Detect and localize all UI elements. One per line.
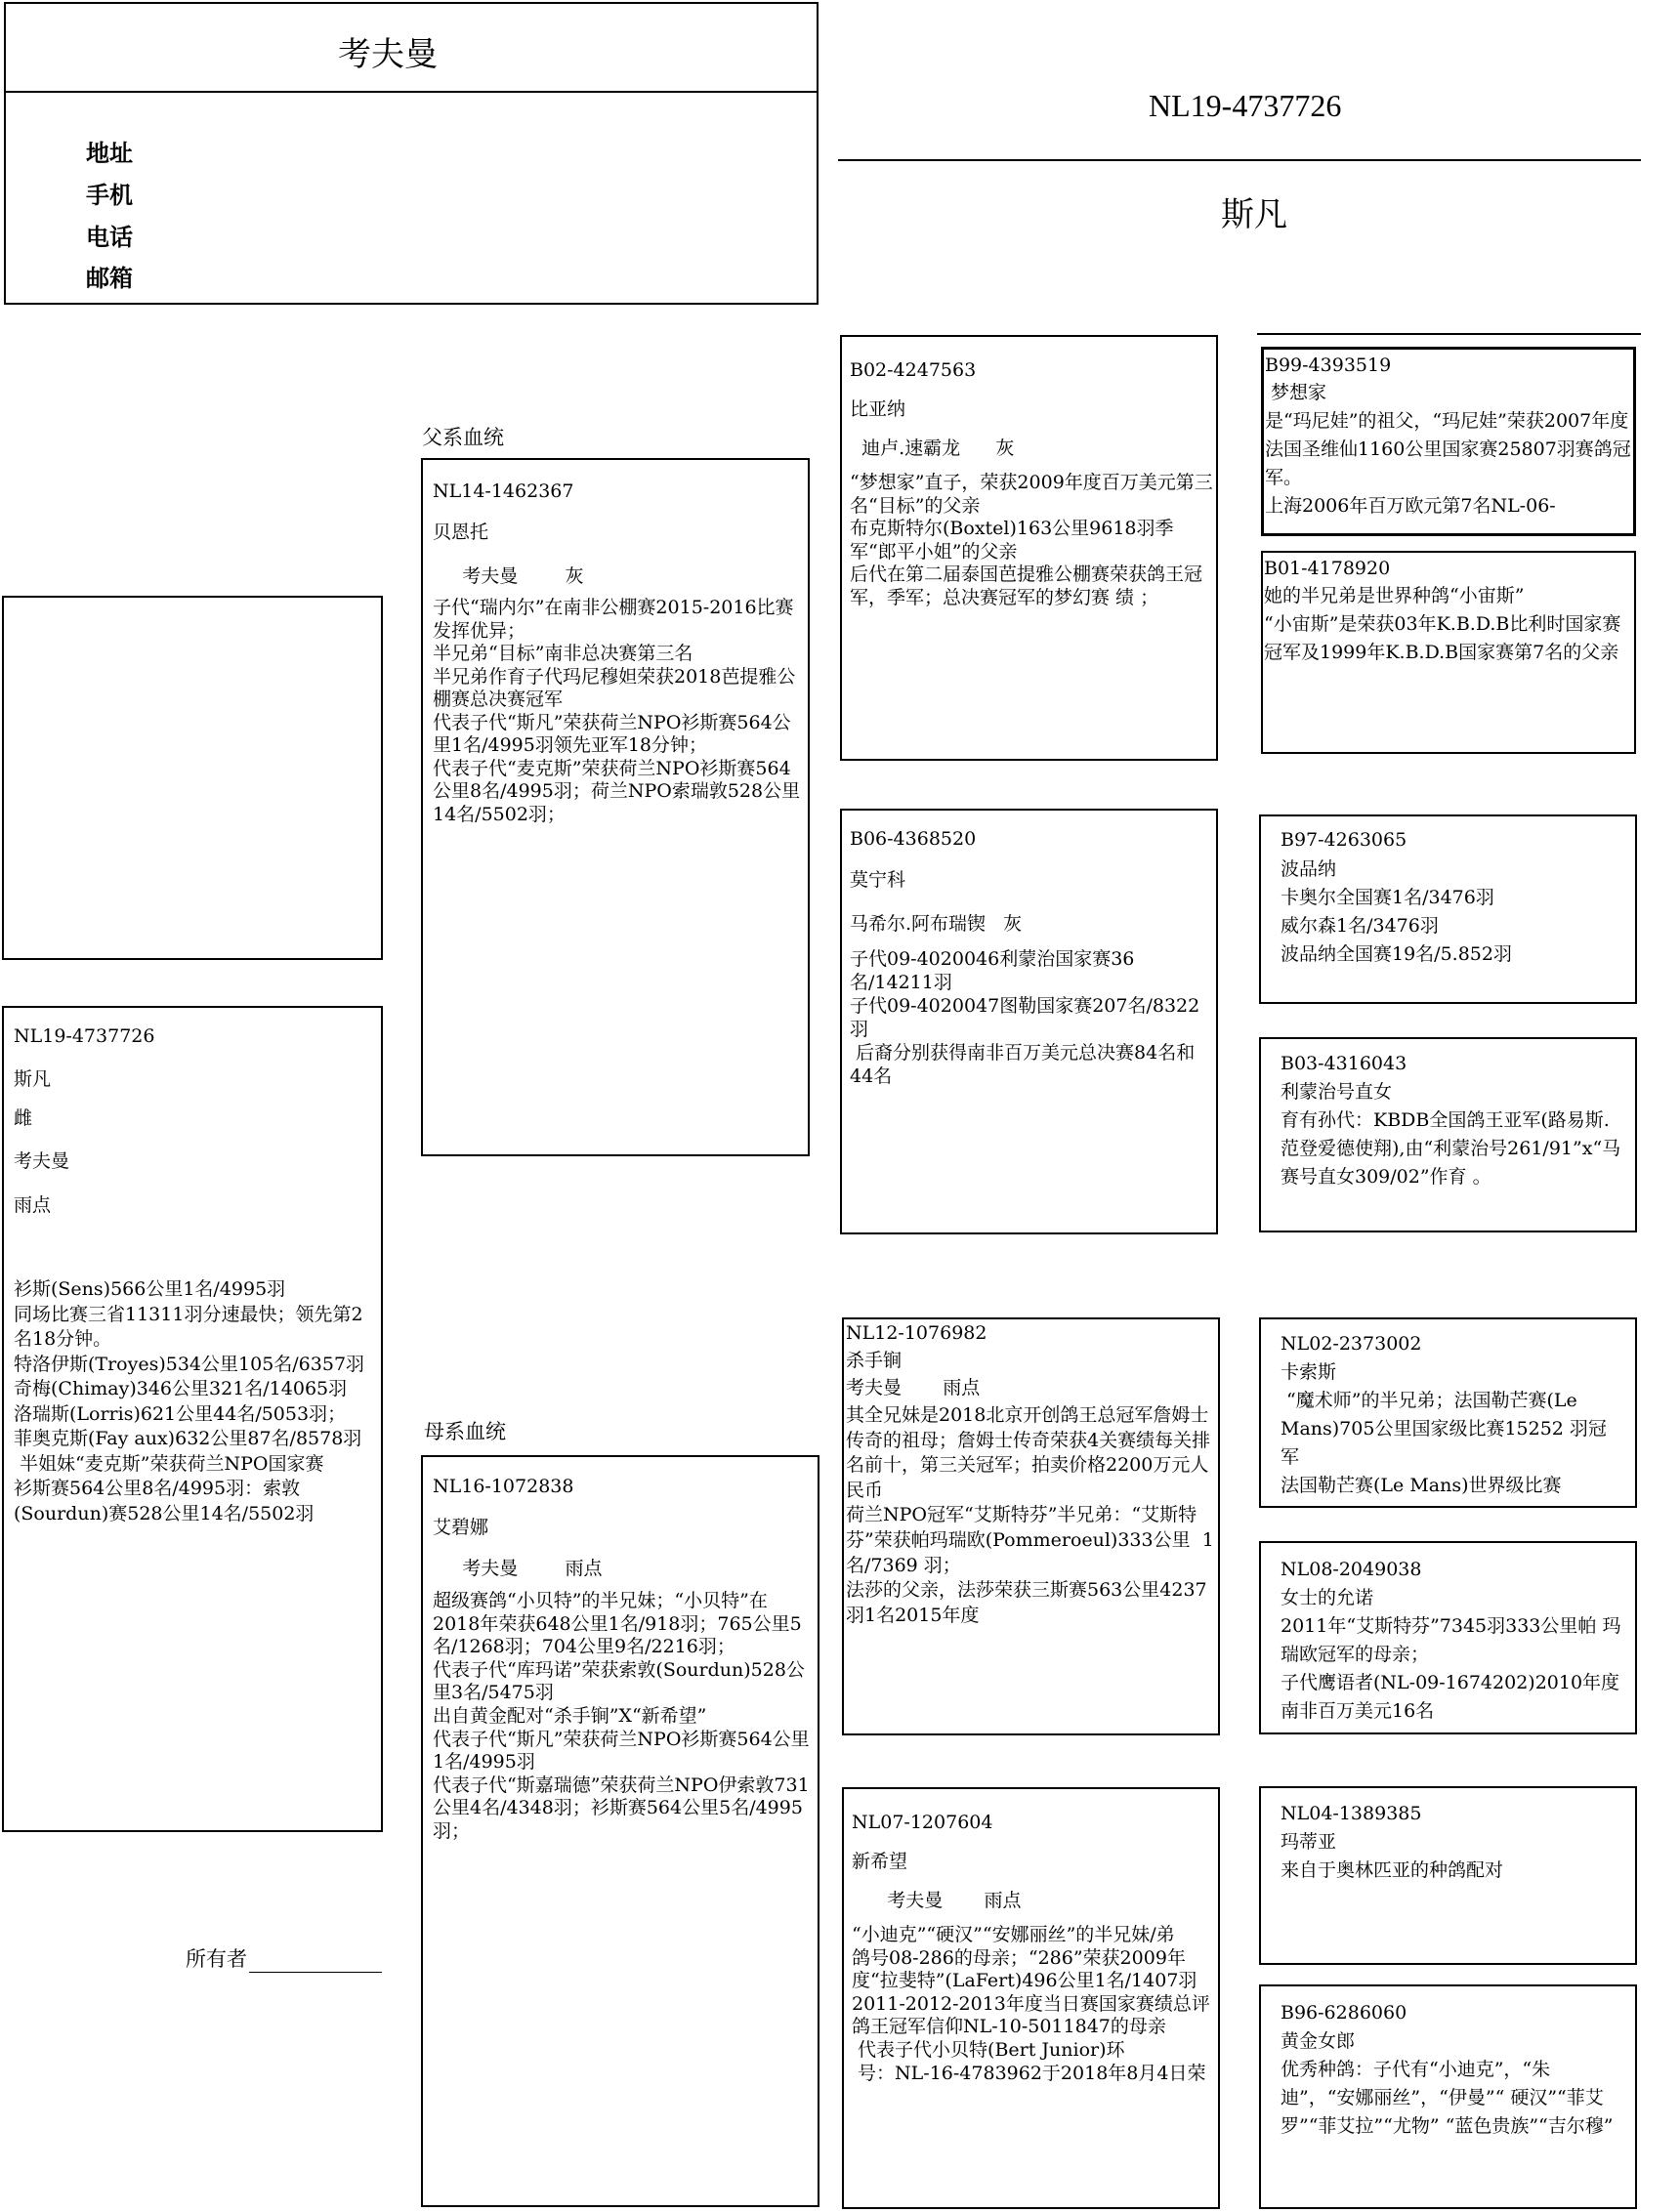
sire-sire-card [840, 335, 1218, 761]
dam-dam-ring: NL07-1207604 [852, 1812, 993, 1833]
owner-signature-line [249, 1950, 382, 1973]
owner-label-text: 所有者 [186, 1947, 247, 1971]
dds-ring: NL04-1389385 [1281, 1803, 1422, 1824]
sss-notes: 是“玛尼娃”的祖父，“玛尼娃”荣获2007年度法国圣维仙1160公里国家赛25807羽赛鸽冠军。 上海2006年百万欧元第7名NL-06- [1265, 410, 1631, 517]
subject-breeder: 考夫曼 [14, 1150, 70, 1172]
dam-dam-notes: “小迪克”“硬汉”“安娜丽丝”的半兄妹/弟 鸽号08-286的母亲；“286”荣获2009年度“拉斐特”(LaFert)496公里1名/1407羽 2011-2012-2013年度当日赛国家赛绩总评鸽王冠军信仰NL-10-5011847的母亲 代表子代小贝特(Bert Junior)环 号：NL-16-4783962于2018年8月4日荣 [852, 1924, 1210, 2084]
header-bird-name: 斯凡 [1221, 195, 1287, 234]
dam-notes: 超级赛鸽“小贝特”的半兄妹；“小贝特”在2018年荣获648公里1名/918羽；765公里5名/1268羽；704公里9名/2216羽； 代表子代“库玛诺”荣获索敦(Sourdun)528公里3名/5475羽 出自黄金配对“杀手锏”X“新希望” 代表子代“斯凡”荣获荷兰NPO衫斯赛564公里1名/4995羽 代表子代“斯嘉瑞德”荣获荷兰NPO伊索敦731公里4名/4348羽；衫斯赛564公里5名/4995羽； [433, 1590, 810, 1842]
sire-notes: 子代“瑞内尔”在南非公棚赛2015-2016比赛发挥优异； 半兄弟“目标”南非总决赛第三名 半兄弟作育子代玛尼穆妲荣获2018芭提雅公棚赛总决赛冠军 代表子代“斯凡”荣获荷兰NPO衫斯赛564公里1名/4995羽领先亚军18分钟； 代表子代“麦克斯”荣获荷兰NPO衫斯赛564公里8名/4995羽；荷兰NPO索瑞敦528公里14名/5502羽； [433, 597, 801, 825]
dam-name: 艾碧娜 [433, 1517, 489, 1538]
ddd-name: 黄金女郎 [1281, 2030, 1356, 2052]
contact-mobile-label: 手机 [86, 181, 133, 209]
sire-sire-breeder-color: 迪卢.速霸龙 灰 [850, 438, 1015, 459]
sire-card [421, 458, 810, 1156]
sire-sire-name: 比亚纳 [850, 398, 906, 420]
dds-card [1259, 1786, 1637, 1965]
dam-dam-name: 新希望 [852, 1851, 908, 1872]
photo-frame [2, 596, 383, 960]
sire-section-label: 父系血统 [422, 426, 504, 449]
sire-dam-breeder-color: 马希尔.阿布瑞锲 灰 [850, 913, 1023, 935]
header-divider [4, 91, 819, 93]
subject-card [2, 1006, 383, 1832]
sire-name: 贝恩托 [433, 522, 489, 543]
dam-sire-card [842, 1317, 1220, 1735]
dss-ring: NL02-2373002 [1281, 1333, 1422, 1355]
ssd-ring: B01-4178920 [1264, 558, 1391, 579]
ssd-notes: 她的半兄弟是世界种鸽“小宙斯” “小宙斯”是荣获03年K.B.D.B比利时国家赛冠军及1999年K.B.D.B国家赛第7名的父亲 [1264, 585, 1621, 663]
sds-ring: B97-4263065 [1281, 829, 1407, 851]
dam-card [421, 1455, 819, 2207]
contact-email-label: 邮箱 [86, 264, 133, 292]
ddd-notes: 优秀种鸽：子代有“小迪克”，“朱迪”，“安娜丽丝”，“伊曼”“ 硬汉”“菲艾罗”“菲艾拉”“尤物” “蓝色贵族”“吉尔穆” [1281, 2059, 1614, 2137]
sss-ring: B99-4393519 [1265, 355, 1392, 376]
header-right-rule [838, 159, 1641, 161]
dsd-name: 女士的允诺 [1281, 1587, 1374, 1608]
contact-address-label: 地址 [86, 139, 133, 167]
sss-name: 梦想家 [1265, 382, 1327, 403]
ssd-card [1261, 551, 1636, 754]
contact-phone-label: 电话 [86, 223, 133, 251]
ddd-card [1259, 1984, 1637, 2209]
dam-section-label: 母系血统 [424, 1420, 506, 1443]
dsd-ring: NL08-2049038 [1281, 1559, 1422, 1580]
sdd-notes: 育有孙代：KBDB全国鸽王亚军(路易斯.范登爱德使翔),由“利蒙治号261/91”x“马赛号直女309/02”作育 。 [1281, 1109, 1621, 1188]
dsd-card [1259, 1541, 1637, 1734]
dsd-notes: 2011年“艾斯特芬”7345羽333公里帕 玛瑞欧冠军的母亲； 子代鹰语者(NL-09-1674202)2010年度南非百万美元16名 [1281, 1615, 1621, 1722]
dam-ring: NL16-1072838 [433, 1476, 574, 1497]
subject-name: 斯凡 [14, 1068, 52, 1090]
sdd-name: 利蒙治号直女 [1281, 1081, 1393, 1103]
dam-sire-name: 杀手锏 [846, 1350, 903, 1371]
dam-sire-notes: 其全兄妹是2018北京开创鸽王总冠军詹姆士传奇的祖母；詹姆士传奇荣获4关赛绩每关排名前十，第三关冠军；拍卖价格2200万元人民币 荷兰NPO冠军“艾斯特芬”半兄弟：“艾斯特芬”荣获帕玛瑞欧(Pommeroeul)333公里 1名/7369 羽； 法莎的父亲，法莎荣获三斯赛563公里4237羽1名2015年度 [846, 1404, 1214, 1626]
gen3-top-rule [1257, 333, 1641, 335]
owner-label [186, 1943, 382, 1973]
dds-notes: 来自于奥林匹亚的种鸽配对 [1281, 1859, 1504, 1881]
subject-sex: 雌 [14, 1107, 33, 1129]
dam-sire-breeder-color: 考夫曼 雨点 [846, 1377, 981, 1398]
dss-name: 卡索斯 [1281, 1361, 1337, 1383]
dam-dam-breeder-color: 考夫曼 雨点 [852, 1890, 1022, 1911]
sire-breeder-color: 考夫曼 灰 [433, 565, 584, 587]
dss-card [1259, 1317, 1637, 1508]
ddd-ring: B96-6286060 [1281, 2002, 1407, 2024]
sire-dam-card [840, 809, 1218, 1234]
sdd-card [1259, 1037, 1637, 1232]
sire-ring: NL14-1462367 [433, 480, 574, 502]
sire-dam-name: 莫宁科 [850, 869, 906, 891]
header-ring-number: NL19-4737726 [1149, 88, 1342, 123]
sss-card [1261, 347, 1636, 536]
sdd-ring: B03-4316043 [1281, 1053, 1407, 1074]
sds-card [1259, 814, 1637, 1004]
subject-ring: NL19-4737726 [14, 1025, 155, 1047]
sds-name: 波品纳 [1281, 858, 1337, 880]
owner-name-title: 考夫曼 [338, 35, 438, 74]
dss-notes: “魔术师”的半兄弟；法国勒芒赛(Le Mans)705公里国家级比赛15252 羽冠军 法国勒芒赛(Le Mans)世界级比赛 [1281, 1390, 1607, 1496]
sire-sire-ring: B02-4247563 [850, 359, 977, 381]
sds-notes: 卡奥尔全国赛1名/3476羽 威尔森1名/3476羽 波品纳全国赛19名/5.852羽 [1281, 887, 1512, 965]
dds-name: 玛蒂亚 [1281, 1831, 1337, 1853]
subject-color: 雨点 [14, 1194, 52, 1216]
sire-dam-ring: B06-4368520 [850, 828, 977, 850]
subject-results: 衫斯(Sens)566公里1名/4995羽 同场比赛三省11311羽分速最快；领先第2名18分钟。 特洛伊斯(Troyes)534公里105名/6357羽 奇梅(Chimay)346公里321名/14065羽 洛瑞斯(Lorris)621公里44名/5053羽； 菲奥克斯(Fay aux)632公里87名/8578羽 半姐妹“麦克斯”荣获荷兰NPO国家赛 衫斯赛564公里8名/4995羽：索敦 (Sourdun)赛528公里14名/5502羽 [14, 1278, 365, 1524]
sire-dam-notes: 子代09-4020046利蒙治国家赛36名/14211羽 子代09-4020047图勒国家赛207名/8322羽 后裔分别获得南非百万美元总决赛84名和44名 [850, 948, 1200, 1087]
dam-sire-ring: NL12-1076982 [846, 1322, 987, 1344]
sire-sire-notes: “梦想家”直子，荣获2009年度百万美元第三名“目标”的父亲 布克斯特尔(Boxtel)163公里9618羽季军“郎平小姐”的父亲 后代在第二届泰国芭提雅公棚赛荣获鸽王冠军，季军；总决赛冠军的梦幻赛 绩 ； [850, 472, 1213, 608]
dam-breeder-color: 考夫曼 雨点 [433, 1558, 603, 1579]
dam-dam-card [842, 1787, 1220, 2209]
